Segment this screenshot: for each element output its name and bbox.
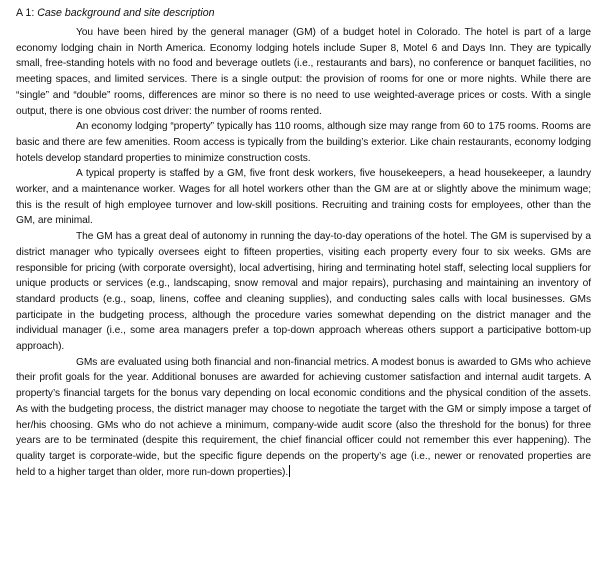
paragraph-staffing[interactable] (16, 166, 591, 229)
paragraph-gm-autonomy[interactable] (16, 229, 591, 355)
document-page (16, 6, 591, 480)
paragraph-text: You have been hired by the general manager (GM) of a budget hotel in Colorado. The hotel is part of a large economy lodging chain in North America. Economy lodging hotels include Super 8, Motel 6 and Days Inn. They are typically small, free-standing hotels with no food and beverage outlets (i.e., restaurants and bars), no conference or banquet facilities, no meeting spaces, and limited services. There is a single output: the provision of rooms for one or more nights. While there are “single” and “double” rooms, differences are minor so there is no need to use weighted-average prices or costs. With a single output, there is one obvious cost driver: the number of rooms rented. (16, 27, 591, 117)
section-title: Case background and site description (37, 7, 215, 19)
paragraph-text: GMs are evaluated using both financial and non-financial metrics. A modest bonus is awarded to GMs who achieve their profit goals for the year. Additional bonuses are awarded for achieving customer satisfaction and internal audit targets. A property’s financial targets for the bonus vary depending on local economic conditions and the physical condition of the assets. As with the budgeting process, the district manager may choose to negotiate the target with the GM or simply impose a target of her/his choosing. GMs who do not achieve a minimum, company-wide audit score (also the threshold for the bonus) for three years are to be terminated (despite this requirement, the chief financial officer could not remember this ever happening). The quality target is corporate-wide, but the specific figure depends on the property’s age (i.e., newer or renovated properties are held to a higher target than older, more run-down properties). (16, 356, 591, 478)
text-cursor (289, 465, 290, 477)
paragraph-text: An economy lodging “property” typically has 110 rooms, although size may range from 60 to 175 rooms. Rooms are basic and there are few amenities. Room access is typically from the building’s exterior. Like chain restaurants, economy lodging hotels develop standard properties to minimize construction costs. (16, 121, 591, 164)
paragraph-hotel-background[interactable] (16, 25, 591, 119)
paragraph-gm-evaluation[interactable] (16, 355, 591, 481)
paragraph-text: A typical property is staffed by a GM, five front desk workers, five housekeepers, a head housekeeper, a laundry worker, and a maintenance worker. Wages for all hotel workers other than the GM are at or slightly above the minimum wage; this is the result of high employee turnover and low-skill positions. Recruiting and training costs for employees, other than the GM, are minimal. (16, 168, 591, 227)
paragraph-text: The GM has a great deal of autonomy in running the day-to-day operations of the hotel. The GM is supervised by a district manager who typically oversees eight to fifteen properties, visiting each property every four to six weeks. GMs are responsible for pricing (with corporate oversight), local advertising, hiring and terminating hotel staff, selecting local suppliers for unique products or services (e.g., landscaping, snow removal and major repairs), purchasing and maintaining an inventory of standard products (e.g., soap, linens, coffee and cleaning supplies), and conducting sales calls with local businesses. GMs participate in the budgeting process, although the procedure varies somewhat depending on the district manager and the individual manager (i.e., some area managers prefer a top-down approach whereas others support a participative bottom-up approach). (16, 231, 591, 353)
section-code: A 1: (16, 7, 35, 19)
paragraph-property-description[interactable] (16, 119, 591, 166)
section-heading (16, 6, 591, 21)
